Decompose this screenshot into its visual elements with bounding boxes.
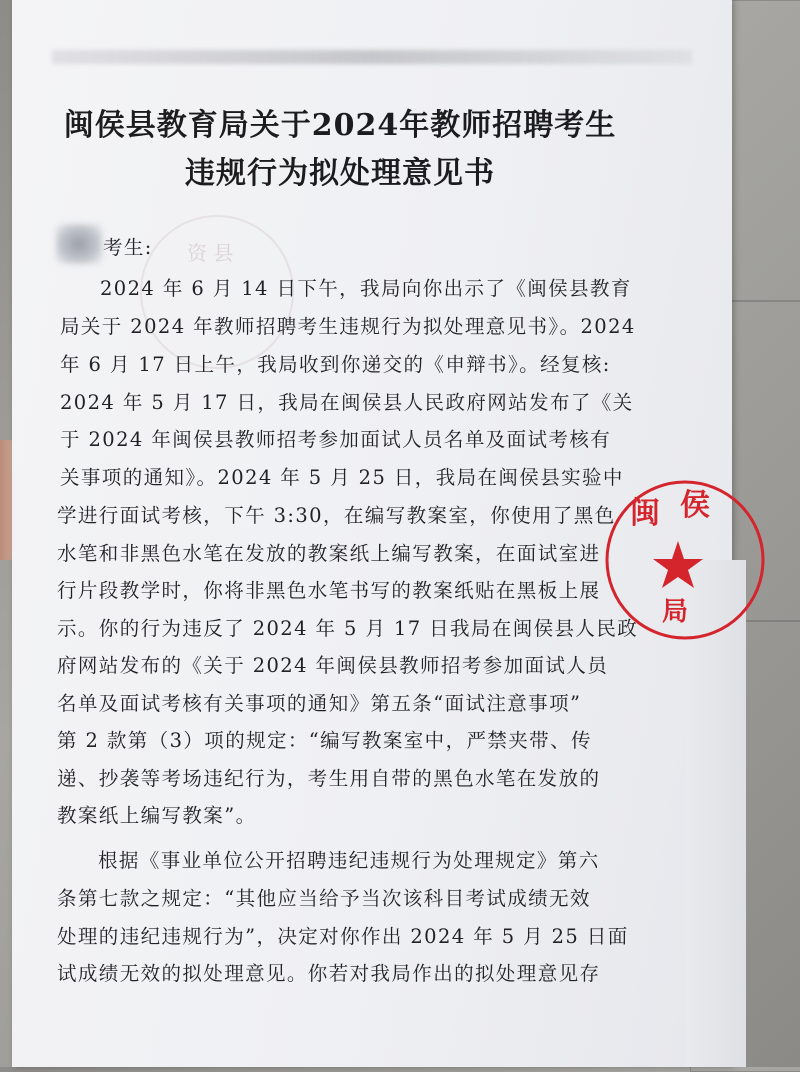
body-line: 条第七款之规定：“其他应当给予当次该科目考试成绩无效 [57,887,591,910]
body-line: 示。你的行为违反了 2024 年 5 月 17 日我局在闽侯县人民政 [57,617,639,640]
body-line: 2024 年 6 月 14 日下午，我局向你出示了《闽侯县教育 [100,277,632,300]
document-title-line-1: 闽侯县教育局关于2024年教师招聘考生 [63,108,617,143]
body-line: 名单及面试考核有关事项的通知》第五条“面试注意事项” [57,692,582,715]
body-line: 局关于 2024 年教师招聘考生违规行为拟处理意见书》。2024 [60,315,636,338]
body-line: 2024 年 5 月 17 日，我局在闽侯县人民政府网站发布了《关 [60,391,634,414]
seal-char: 侯 [680,488,710,523]
redacted-name [56,224,102,264]
document-title-line-2: 违规行为拟处理意见书 [185,156,495,191]
salutation: 考生: [103,236,153,259]
body-line: 于 2024 年闽侯县教师招考参加面试人员名单及面试考核有 [60,428,612,451]
seal-star-icon [653,541,703,588]
show-through-text [52,50,692,64]
floor-tile [730,0,800,302]
body-line: 年 6 月 17 日上午，我局收到你递交的《申辩书》。经复核: [60,353,611,376]
body-line: 行片段教学时，你将非黑色水笔书写的教案纸贴在黑板上展 [57,579,601,602]
faint-stamp-impression: 资 县 [140,215,294,369]
body-line: 府网站发布的《关于 2024 年闽侯县教师招考参加面试人员 [57,654,609,677]
body-line: 试成绩无效的拟处理意见。你若对我局作出的拟处理意见存 [57,962,601,985]
official-seal [600,475,770,645]
seal-char: 闽 [630,496,660,531]
body-line: 递、抄袭等考场违纪行为，考生用自带的黑色水笔在发放的 [57,767,601,790]
body-line: 学进行面试考核，下午 3:30，在编写教案室，你使用了黑色 [57,504,616,527]
body-line: 第 2 款第（3）项的规定：“编写教案室中，严禁夹带、传 [57,729,592,752]
body-line: 教案纸上编写教案”。 [57,804,257,827]
body-line: 根据《事业单位公开招聘违纪违规行为处理规定》第六 [98,849,600,872]
body-line: 关事项的通知》。2024 年 5 月 25 日，我局在闽侯县实验中 [60,466,624,489]
body-line: 水笔和非黑色水笔在发放的教案纸上编写教案，在面试室进 [57,542,601,565]
body-line: 处理的违纪违规行为”，决定对你作出 2024 年 5 月 25 日面 [57,925,629,948]
seal-char: 局 [662,597,689,627]
